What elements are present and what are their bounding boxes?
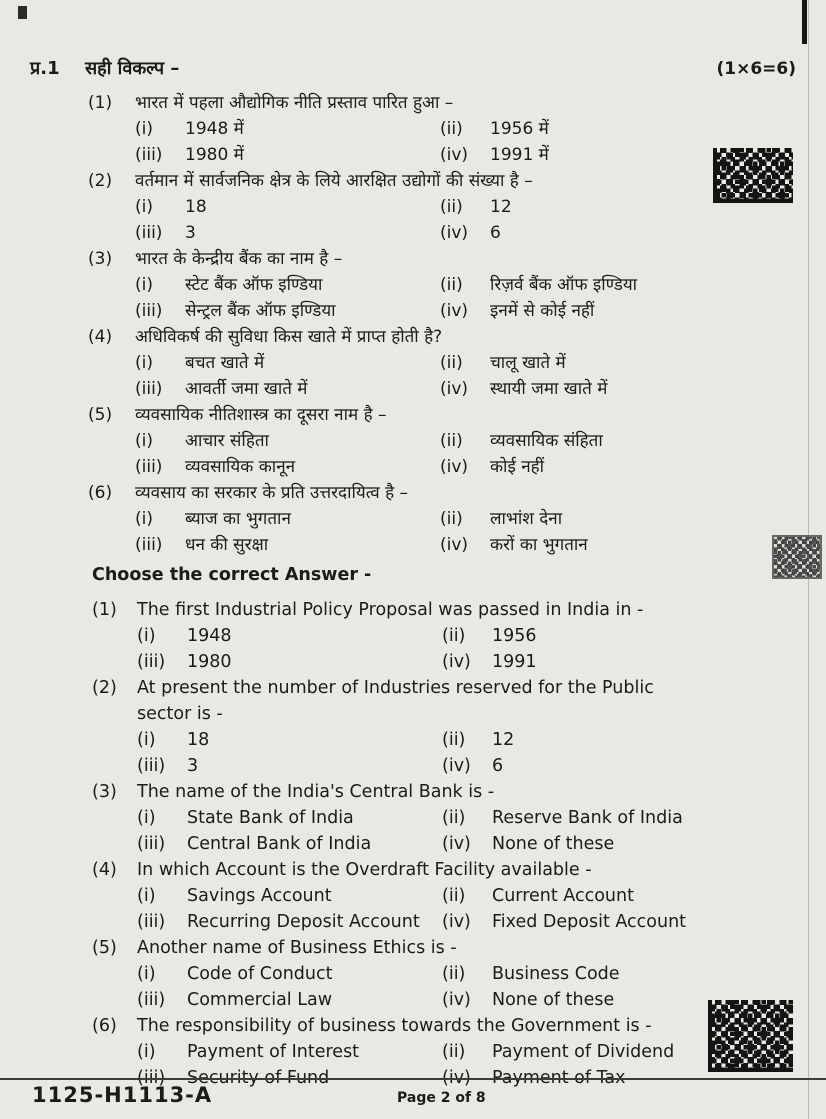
option xyxy=(440,532,796,558)
option-label: (iii) xyxy=(135,379,163,399)
question-number: (6) xyxy=(92,1016,117,1036)
option-grid xyxy=(135,350,796,402)
option xyxy=(440,350,796,376)
option-text: 18 xyxy=(187,730,210,750)
question-head xyxy=(30,779,796,805)
option xyxy=(442,805,796,831)
option-label: (i) xyxy=(137,808,156,828)
option-label: (ii) xyxy=(440,119,463,139)
option-label: (ii) xyxy=(442,964,466,984)
option-label: (iii) xyxy=(137,834,166,854)
option-text: धन की सुरक्षा xyxy=(185,535,269,555)
option-label: (iii) xyxy=(137,756,166,776)
option xyxy=(440,220,796,246)
question-text: अधिविकर्ष की सुविधा किस खाते में प्राप्त होती है? xyxy=(135,327,443,347)
question-hi-4 xyxy=(30,324,796,402)
option-text: 1991 xyxy=(492,652,537,672)
option xyxy=(135,428,440,454)
question-head xyxy=(30,480,796,506)
option-label: (i) xyxy=(135,275,153,295)
question-head xyxy=(30,402,796,428)
question-number: (4) xyxy=(92,860,117,880)
question-hi-5 xyxy=(30,402,796,480)
option-text: 12 xyxy=(492,730,515,750)
option xyxy=(442,1039,796,1065)
option-label: (ii) xyxy=(440,197,463,217)
question-number: (1) xyxy=(92,600,117,620)
option-label: (i) xyxy=(137,886,156,906)
option xyxy=(440,298,796,324)
option xyxy=(442,961,796,987)
hindi-question-section xyxy=(30,90,796,558)
option-text: 3 xyxy=(187,756,199,776)
option-text: 6 xyxy=(492,756,504,776)
option-label: (i) xyxy=(135,119,153,139)
option-text: 1948 xyxy=(187,626,232,646)
option-label: (ii) xyxy=(442,626,466,646)
option xyxy=(137,753,442,779)
option-text: स्टेट बैंक ऑफ इण्डिया xyxy=(185,275,323,295)
question-group-title: सही विकल्प – xyxy=(85,58,180,79)
option-label: (iv) xyxy=(442,756,471,776)
question-text: भारत के केन्द्रीय बैंक का नाम है – xyxy=(135,249,343,269)
question-number: (3) xyxy=(92,782,117,802)
option-text: करों का भुगतान xyxy=(490,535,588,555)
option xyxy=(135,454,440,480)
option-label: (iii) xyxy=(135,301,163,321)
option-text: Recurring Deposit Account xyxy=(187,912,420,932)
question-head xyxy=(30,857,796,883)
option-text: Business Code xyxy=(492,964,620,984)
question-number: (1) xyxy=(88,93,113,113)
option-label: (iii) xyxy=(135,145,163,165)
question-head xyxy=(30,1013,796,1039)
option-grid xyxy=(137,623,796,675)
question-text: Another name of Business Ethics is - xyxy=(137,938,457,958)
option-label: (i) xyxy=(135,431,153,451)
option xyxy=(440,428,796,454)
question-header xyxy=(30,56,796,82)
option xyxy=(135,220,440,246)
question-number: (4) xyxy=(88,327,113,347)
option-label: (iv) xyxy=(440,145,469,165)
option xyxy=(440,116,796,142)
option-label: (i) xyxy=(135,197,153,217)
option xyxy=(440,376,796,402)
option-label: (i) xyxy=(135,353,153,373)
option-label: (iv) xyxy=(440,379,469,399)
question-hi-1 xyxy=(30,90,796,168)
option xyxy=(135,506,440,532)
question-head xyxy=(30,90,796,116)
option-text: आचार संहिता xyxy=(185,431,269,451)
option-label: (iii) xyxy=(137,652,166,672)
option-text: सेन्ट्रल बैंक ऑफ इण्डिया xyxy=(185,301,336,321)
question-en-3 xyxy=(30,779,796,857)
option-label: (iii) xyxy=(135,535,163,555)
question-text: भारत में पहला औद्योगिक नीति प्रस्ताव पारित हुआ – xyxy=(135,93,454,113)
question-text: व्यवसायिक नीतिशास्त्र का दूसरा नाम है – xyxy=(135,405,387,425)
option-text: Payment of Interest xyxy=(187,1042,360,1062)
question-en-1 xyxy=(30,597,796,675)
question-text: The first Industrial Policy Proposal was passed in India in - xyxy=(137,600,644,620)
question-text: At present the number of Industries reserved for the Public sector is - xyxy=(137,678,654,724)
option-text: Code of Conduct xyxy=(187,964,333,984)
question-text: The responsibility of business towards the Government is - xyxy=(137,1016,652,1036)
option xyxy=(442,987,796,1013)
option-text: Central Bank of India xyxy=(187,834,372,854)
option xyxy=(440,454,796,480)
question-head xyxy=(30,597,796,623)
question-en-2 xyxy=(30,675,796,779)
option-text: Payment of Tax xyxy=(492,1068,626,1088)
question-head xyxy=(30,935,796,961)
option-label: (ii) xyxy=(442,886,466,906)
option xyxy=(137,649,442,675)
marks-scheme: (1×6=6) xyxy=(716,59,796,79)
page-content xyxy=(30,56,796,1091)
option-text: 1956 में xyxy=(490,119,549,139)
option-label: (i) xyxy=(137,1042,156,1062)
option xyxy=(442,727,796,753)
option xyxy=(442,909,796,935)
option xyxy=(442,753,796,779)
question-text: The name of the India's Central Bank is - xyxy=(137,782,495,802)
option xyxy=(135,272,440,298)
option xyxy=(135,116,440,142)
option xyxy=(137,1039,442,1065)
option xyxy=(137,909,442,935)
option-grid xyxy=(135,116,796,168)
option-label: (i) xyxy=(137,964,156,984)
option-text: Security of Fund xyxy=(187,1068,330,1088)
option-text: इनमें से कोई नहीं xyxy=(490,301,595,321)
question-number: (6) xyxy=(88,483,113,503)
option-label: (i) xyxy=(137,730,156,750)
scan-corner-mark xyxy=(18,6,27,19)
option xyxy=(137,987,442,1013)
option-text: व्यवसायिक संहिता xyxy=(490,431,603,451)
option-label: (ii) xyxy=(442,730,466,750)
question-hi-3 xyxy=(30,246,796,324)
option-grid xyxy=(135,506,796,558)
question-head xyxy=(30,246,796,272)
option-label: (iv) xyxy=(442,912,471,932)
english-question-section xyxy=(30,597,796,1091)
option xyxy=(137,623,442,649)
option-label: (ii) xyxy=(442,1042,466,1062)
option-text: State Bank of India xyxy=(187,808,354,828)
option-text: रिज़र्व बैंक ऑफ इण्डिया xyxy=(490,275,638,295)
option-text: Reserve Bank of India xyxy=(492,808,683,828)
option-grid xyxy=(135,194,796,246)
option-grid xyxy=(137,883,796,935)
question-group-number: प्र.1 xyxy=(30,58,60,79)
question-number: (2) xyxy=(92,678,117,698)
footer-divider xyxy=(0,1078,826,1080)
option-grid xyxy=(135,272,796,324)
option-label: (ii) xyxy=(440,509,463,529)
option-label: (iii) xyxy=(135,223,163,243)
option-label: (iv) xyxy=(440,301,469,321)
option-text: कोई नहीं xyxy=(490,457,545,477)
option-label: (iv) xyxy=(442,1068,471,1088)
option xyxy=(442,623,796,649)
english-section-heading: Choose the correct Answer - xyxy=(92,565,372,585)
option xyxy=(135,142,440,168)
option-grid xyxy=(137,805,796,857)
question-en-4 xyxy=(30,857,796,935)
question-number: (3) xyxy=(88,249,113,269)
option xyxy=(137,831,442,857)
option xyxy=(137,727,442,753)
option-label: (iv) xyxy=(442,652,471,672)
option-label: (iv) xyxy=(442,834,471,854)
option-label: (i) xyxy=(137,626,156,646)
question-head xyxy=(30,324,796,350)
option-text: ब्याज का भुगतान xyxy=(185,509,291,529)
question-head xyxy=(30,168,796,194)
option-grid xyxy=(135,428,796,480)
page-edge-black-bar xyxy=(802,0,807,44)
question-hi-2 xyxy=(30,168,796,246)
option xyxy=(135,532,440,558)
option-text: 12 xyxy=(490,197,512,217)
option-text: Current Account xyxy=(492,886,634,906)
option xyxy=(442,831,796,857)
option xyxy=(137,883,442,909)
option-text: 3 xyxy=(185,223,196,243)
option xyxy=(135,298,440,324)
question-text: वर्तमान में सार्वजनिक क्षेत्र के लिये आरक्षित उद्योगों की संख्या है – xyxy=(135,171,533,191)
question-text: In which Account is the Overdraft Facility available - xyxy=(137,860,592,880)
option xyxy=(440,142,796,168)
option-label: (iii) xyxy=(137,912,166,932)
option xyxy=(135,350,440,376)
option xyxy=(442,649,796,675)
page-number: Page 2 of 8 xyxy=(397,1090,486,1106)
option xyxy=(135,376,440,402)
option xyxy=(440,194,796,220)
option-label: (iii) xyxy=(137,1068,166,1088)
option xyxy=(137,961,442,987)
option-text: लाभांश देना xyxy=(490,509,563,529)
option-label: (ii) xyxy=(442,808,466,828)
option-label: (iv) xyxy=(442,990,471,1010)
option xyxy=(440,272,796,298)
option-text: Savings Account xyxy=(187,886,332,906)
option-text: 1956 xyxy=(492,626,537,646)
option-text: बचत खाते में xyxy=(185,353,265,373)
option-label: (ii) xyxy=(440,431,463,451)
option xyxy=(135,194,440,220)
option-label: (i) xyxy=(135,509,153,529)
page-footer xyxy=(32,1083,794,1115)
option-text: आवर्ती जमा खाते में xyxy=(185,379,308,399)
paper-code: 1125-H1113-A xyxy=(32,1083,213,1107)
option-label: (iv) xyxy=(440,535,469,555)
option xyxy=(440,506,796,532)
option-label: (iii) xyxy=(135,457,163,477)
option-text: None of these xyxy=(492,990,615,1010)
option-text: चालू खाते में xyxy=(490,353,566,373)
option-text: 1980 में xyxy=(185,145,244,165)
option-label: (ii) xyxy=(440,353,463,373)
option-text: Payment of Dividend xyxy=(492,1042,675,1062)
option-label: (iv) xyxy=(440,223,469,243)
option-text: 1991 में xyxy=(490,145,549,165)
option-text: 1948 में xyxy=(185,119,244,139)
option-text: Fixed Deposit Account xyxy=(492,912,687,932)
option xyxy=(137,805,442,831)
question-en-5 xyxy=(30,935,796,1013)
option xyxy=(442,883,796,909)
option-text: 1980 xyxy=(187,652,232,672)
question-number: (2) xyxy=(88,171,113,191)
option-text: Commercial Law xyxy=(187,990,333,1010)
question-number: (5) xyxy=(88,405,113,425)
option-label: (iv) xyxy=(440,457,469,477)
option-text: None of these xyxy=(492,834,615,854)
option-text: 6 xyxy=(490,223,501,243)
question-head xyxy=(30,675,796,727)
option-text: व्यवसायिक कानून xyxy=(185,457,296,477)
option-text: 18 xyxy=(185,197,207,217)
option-label: (iii) xyxy=(137,990,166,1010)
question-text: व्यवसाय का सरकार के प्रति उत्तरदायित्व है – xyxy=(135,483,409,503)
option-text: स्थायी जमा खाते में xyxy=(490,379,608,399)
question-hi-6 xyxy=(30,480,796,558)
question-number: (5) xyxy=(92,938,117,958)
option-grid xyxy=(137,961,796,1013)
option-label: (ii) xyxy=(440,275,463,295)
option-grid xyxy=(137,727,796,779)
